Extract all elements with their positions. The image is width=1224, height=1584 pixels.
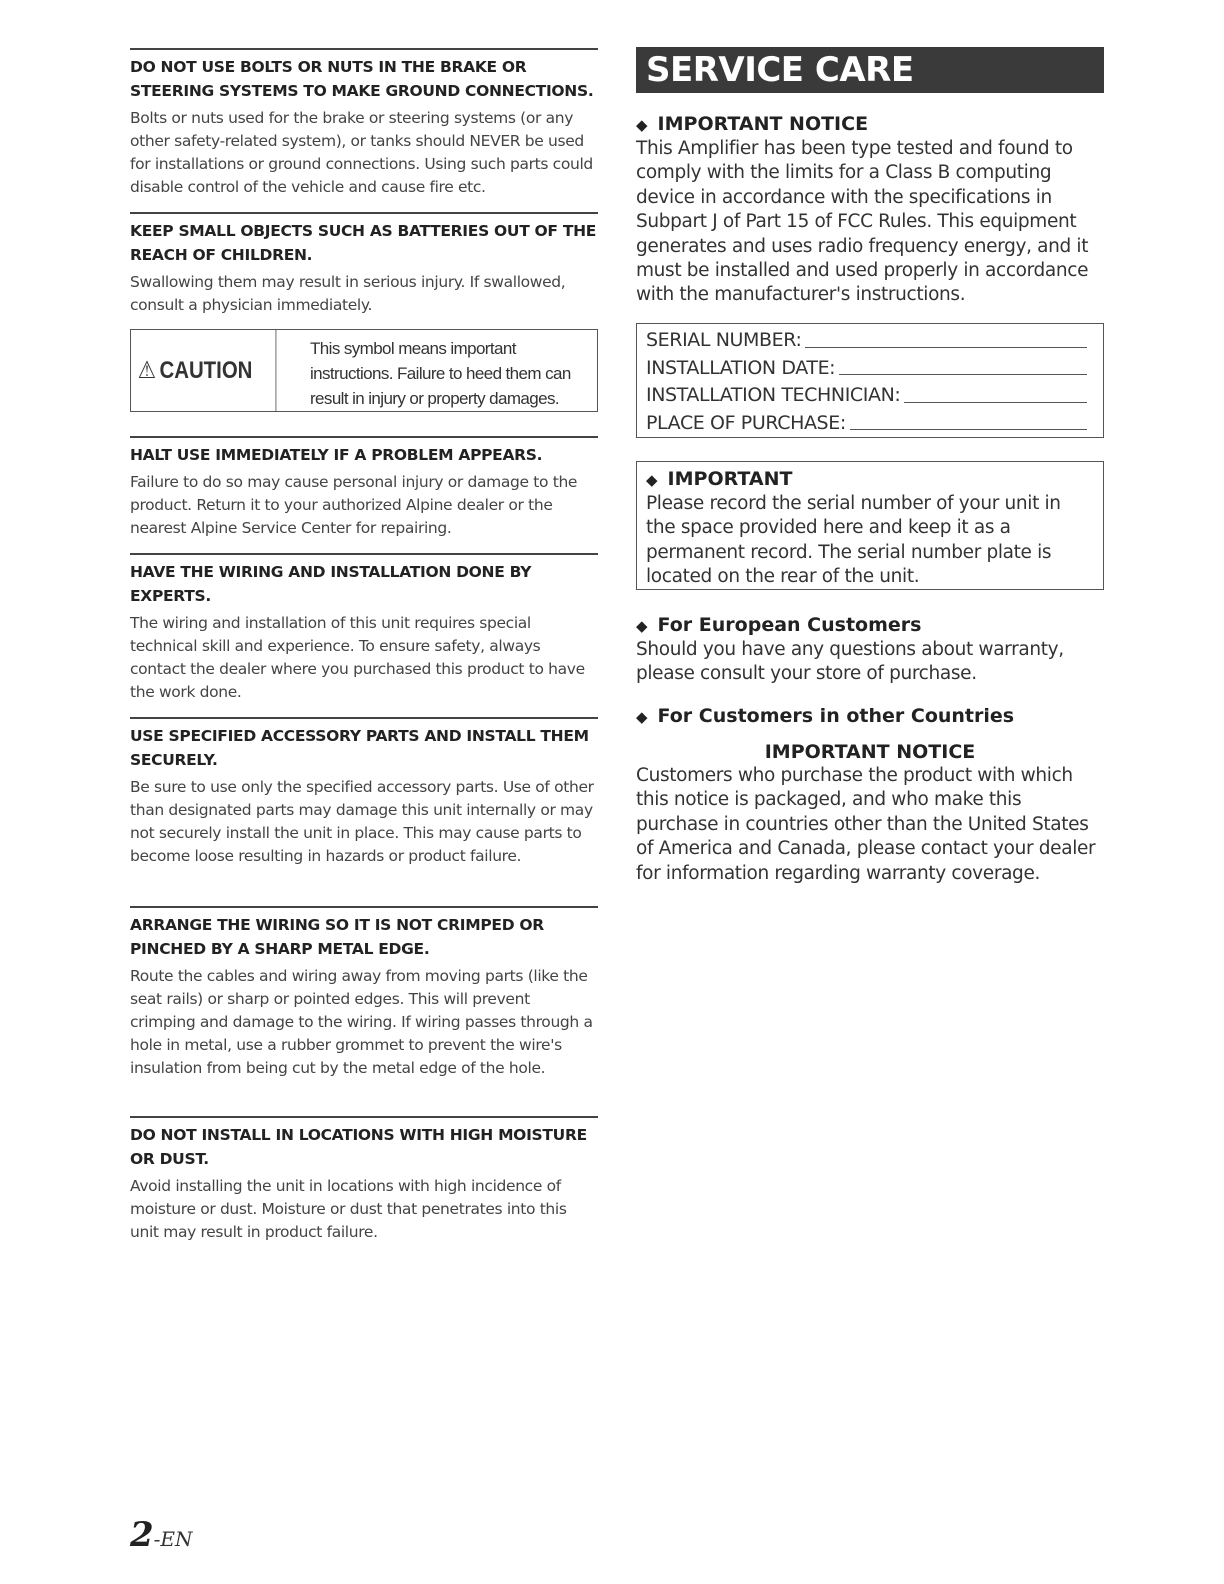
section-small-objects — [130, 212, 598, 317]
blank-line — [839, 355, 1087, 376]
important-heading: ◆ IMPORTANT — [646, 468, 793, 490]
european-section — [636, 613, 1104, 687]
section-body: Swallowing them may result in serious injury. If swallowed, consult a physician immediately. — [130, 273, 566, 314]
section-body: Route the cables and wiring away from moving parts (like the seat rails) or sharp or pointed edges. This will prevent crimping and damage to the wiring. If wiring passes through a hole in metal, use a rubber grommet to prevent the wire's insulation from being cut by the metal edge of the hole. — [130, 967, 593, 1077]
section-body: Failure to do so may cause personal injury or damage to the product. Return it to your authorized Alpine dealer or the nearest Alpine Service Center for repairing. — [130, 473, 578, 537]
section-bolts-nuts — [130, 48, 598, 199]
section-heading: ARRANGE THE WIRING SO IT IS NOT CRIMPED OR PINCHED BY A SHARP METAL EDGE. — [130, 916, 544, 958]
section-halt-use — [130, 436, 598, 540]
diamond-bullet-icon: ◆ — [646, 471, 658, 489]
diamond-bullet-icon: ◆ — [636, 617, 648, 635]
european-body: Should you have any questions about warranty, please consult your store of purchase. — [636, 639, 1064, 685]
section-heading: USE SPECIFIED ACCESSORY PARTS AND INSTALL THEM SECURELY. — [130, 727, 589, 769]
section-body: Avoid installing the unit in locations with high incidence of moisture or dust. Moisture or dust that penetrates into this unit may result in product failure. — [130, 1177, 567, 1241]
caution-text: This symbol means important instructions. Failure to heed them can result in injury or property damages. — [310, 339, 571, 408]
section-heading: HALT USE IMMEDIATELY IF A PROBLEM APPEARS. — [130, 446, 543, 464]
warning-triangle-icon: ⚠ — [137, 357, 157, 384]
european-heading: ◆ For European Customers — [636, 614, 922, 636]
section-accessory-parts — [130, 717, 598, 868]
other-subheading: IMPORTANT NOTICE — [764, 741, 976, 763]
other-countries-section — [636, 704, 1104, 886]
important-body: Please record the serial number of your unit in the space provided here and keep it as a permanent record. The serial number plate is located on the rear of the unit. — [646, 493, 1061, 588]
blank-line — [904, 382, 1087, 403]
section-heading: DO NOT INSTALL IN LOCATIONS WITH HIGH MOISTURE OR DUST. — [130, 1126, 587, 1168]
section-heading: HAVE THE WIRING AND INSTALLATION DONE BY EXPERTS. — [130, 563, 532, 605]
diamond-bullet-icon: ◆ — [636, 708, 648, 726]
section-body: Bolts or nuts used for the brake or steering systems (or any other safety-related system), or tanks should NEVER be used for installations or ground connections. Using such parts could disable control of the vehicle and cause fire etc. — [130, 109, 593, 196]
record-form — [636, 323, 1104, 438]
form-row-serial: SERIAL NUMBER: — [646, 327, 1087, 355]
form-row-date: INSTALLATION DATE: — [646, 355, 1087, 383]
blank-line — [805, 327, 1087, 348]
important-box — [636, 461, 1104, 590]
section-heading: DO NOT USE BOLTS OR NUTS IN THE BRAKE OR STEERING SYSTEMS TO MAKE GROUND CONNECTIONS. — [130, 58, 594, 100]
caution-label: CAUTION — [159, 356, 253, 384]
notice-body: This Amplifier has been type tested and found to comply with the limits for a Class B computing device in accordance with the specifications in Subpart J of Part 15 of FCC Rules. This equipment generates and uses radio frequency energy, and it must be installed and used properly in accordance with the manufacturer's instructions. — [636, 138, 1089, 306]
important-notice-section — [636, 112, 1104, 308]
blank-line — [850, 410, 1087, 431]
form-row-purchase: PLACE OF PURCHASE: — [646, 410, 1087, 438]
section-wiring-experts — [130, 553, 598, 704]
caution-label-cell — [131, 330, 276, 411]
section-body: Be sure to use only the specified accessory parts. Use of other than designated parts may damage this unit internally or may not securely install the unit in place. This may cause parts to become loose resulting in hazards or product failure. — [130, 778, 594, 865]
form-row-technician: INSTALLATION TECHNICIAN: — [646, 382, 1087, 410]
caution-box — [130, 329, 598, 412]
section-body: The wiring and installation of this unit requires special technical skill and experience. To ensure safety, always contact the dealer where you purchased this product to have the work done. — [130, 614, 585, 701]
diamond-bullet-icon: ◆ — [636, 116, 648, 134]
section-moisture-dust — [130, 1116, 598, 1244]
service-care-banner: SERVICE CARE — [636, 47, 1104, 93]
section-heading: KEEP SMALL OBJECTS SUCH AS BATTERIES OUT OF THE REACH OF CHILDREN. — [130, 222, 597, 264]
other-body: Customers who purchase the product with which this notice is packaged, and who make this purchase in countries other than the United States of America and Canada, please contact your dealer for information regarding warranty coverage. — [636, 765, 1096, 884]
notice-heading: ◆ IMPORTANT NOTICE — [636, 113, 869, 135]
other-heading: ◆ For Customers in other Countries — [636, 705, 1015, 727]
page-number: 2-EN — [130, 1515, 193, 1555]
section-arrange-wiring — [130, 906, 598, 1080]
